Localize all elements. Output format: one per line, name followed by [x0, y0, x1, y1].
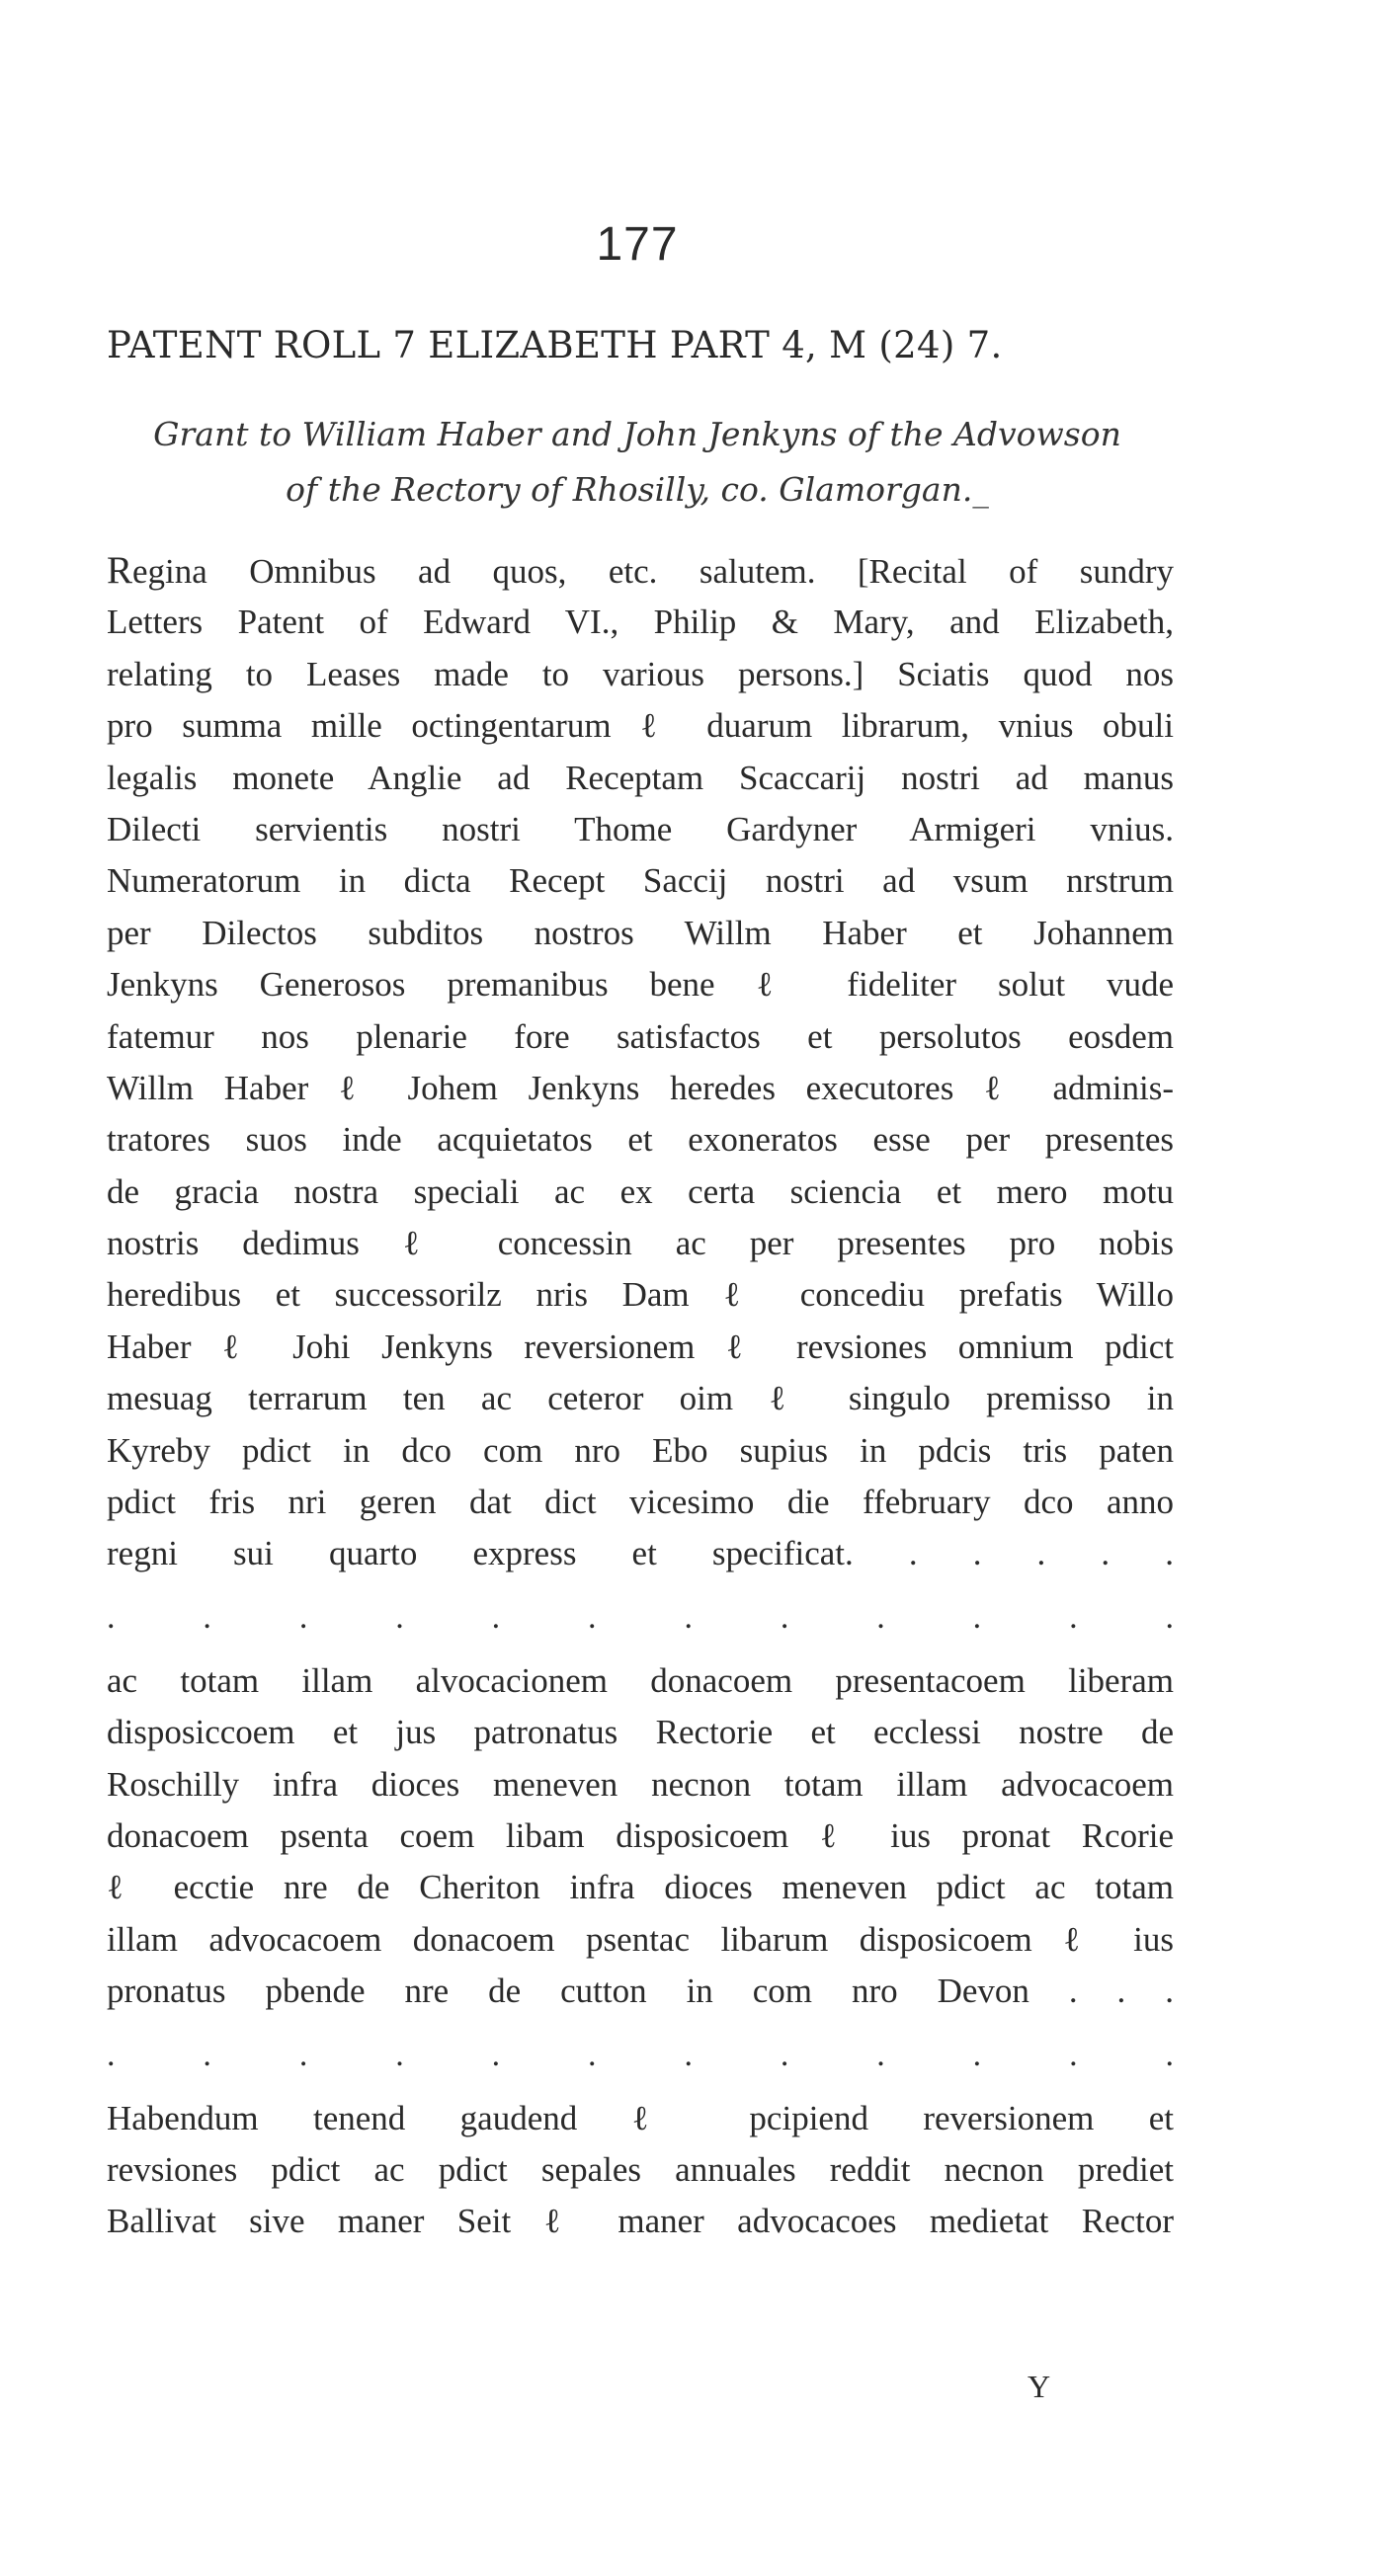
text-line: Numeratorum in dicta Recept Saccij nostri ad vsum nrstrum [107, 861, 1174, 901]
text-line: Letters Patent of Edward VI., Philip & Mary, and Elizabeth, [107, 603, 1174, 642]
text-line: Jenkyns Generosos premanibus bene ℓ fideliter solut vude [107, 965, 1174, 1005]
text-line: pronatus pbende nre de cutton in com nro Devon . . . [107, 1972, 1174, 2011]
text-line: pdict fris nri geren dat dict vicesimo die ffebruary dco anno [107, 1483, 1174, 1522]
text-line: donacoem psenta coem libam disposicoem ℓ ius pronat Rcorie [107, 1815, 1174, 1855]
text-line: tratores suos inde acquietatos et exoneratos esse per presentes [107, 1120, 1174, 1160]
text-line: per Dilectos subditos nostros Willm Haber et Johannem [107, 913, 1174, 952]
subtitle-line: Grant to William Haber and John Jenkyns of the Advowson [153, 415, 1121, 453]
text-line: illam advocacoem donacoem psentac libarum disposicoem ℓ ius [107, 1919, 1174, 1959]
text-line: nostris dedimus ℓ concessin ac per presentes pro nobis [107, 1224, 1174, 1263]
subtitle-line: of the Rectory of Rhosilly, co. Glamorgan._ [286, 470, 989, 509]
paragraph-2 [107, 1655, 1174, 2018]
text-line: disposiccoem et jus patronatus Rectorie et ecclessi nostre de [107, 1713, 1174, 1752]
text-line: de gracia nostra speciali ac ex certa sciencia et mero motu [107, 1171, 1174, 1211]
text-line: fatemur nos plenarie fore satisfactos et persolutos eosdem [107, 1016, 1174, 1056]
paragraph-1 [107, 545, 1174, 1580]
document-subtitle [79, 407, 1195, 518]
text-line: ℓ ecctie nre de Cheriton infra dioces meneven pdict ac totam [107, 1868, 1174, 1907]
text-line: Ballivat sive maner Seit ℓ maner advocacoes medietat Rector [107, 2202, 1174, 2241]
ellipsis-row: . . . . . . . . . . . . [107, 1598, 1174, 1636]
document-body [107, 545, 1174, 2248]
text-line: relating to Leases made to various persons.] Sciatis quod nos [107, 654, 1174, 693]
text-line: legalis monete Anglie ad Receptam Scaccarij nostri ad manus [107, 758, 1174, 797]
signature-mark: Y [1028, 2369, 1051, 2404]
text-line: Willm Haber ℓ Johem Jenkyns heredes executores ℓ adminis- [107, 1068, 1174, 1107]
page-number: 177 [596, 218, 679, 271]
text-line: Regina Omnibus ad quos, etc. salutem. [Recital of sundry [107, 549, 1174, 592]
text-line: Roschilly infra dioces meneven necnon totam illam advocacoem [107, 1764, 1174, 1804]
text-line: pro summa mille octingentarum ℓ duarum librarum, vnius obuli [107, 706, 1174, 746]
text-line: regni sui quarto express et specificat. . . . . . [107, 1534, 1174, 1573]
text-line: Habendum tenend gaudend ℓ pcipiend reversionem et [107, 2098, 1174, 2137]
ellipsis-row: . . . . . . . . . . . . [107, 2036, 1174, 2073]
text-line: mesuag terrarum ten ac ceteror oim ℓ singulo premisso in [107, 1379, 1174, 1418]
text-line: Haber ℓ Johi Jenkyns reversionem ℓ revsiones omnium pdict [107, 1327, 1174, 1366]
text-line: ac totam illam alvocacionem donacoem presentacoem liberam [107, 1660, 1174, 1700]
text-line: Kyreby pdict in dco com nro Ebo supius in pdcis tris paten [107, 1430, 1174, 1470]
paragraph-3 [107, 2093, 1174, 2248]
text-line: heredibus et successorilz nris Dam ℓ concediu prefatis Willo [107, 1275, 1174, 1315]
text-line: revsiones pdict ac pdict sepales annuales reddit necnon prediet [107, 2149, 1174, 2189]
text-line: Dilecti servientis nostri Thome Gardyner Armigeri vnius. [107, 809, 1174, 848]
document-heading: PATENT ROLL 7 ELIZABETH PART 4, M (24) 7. [107, 324, 1003, 366]
